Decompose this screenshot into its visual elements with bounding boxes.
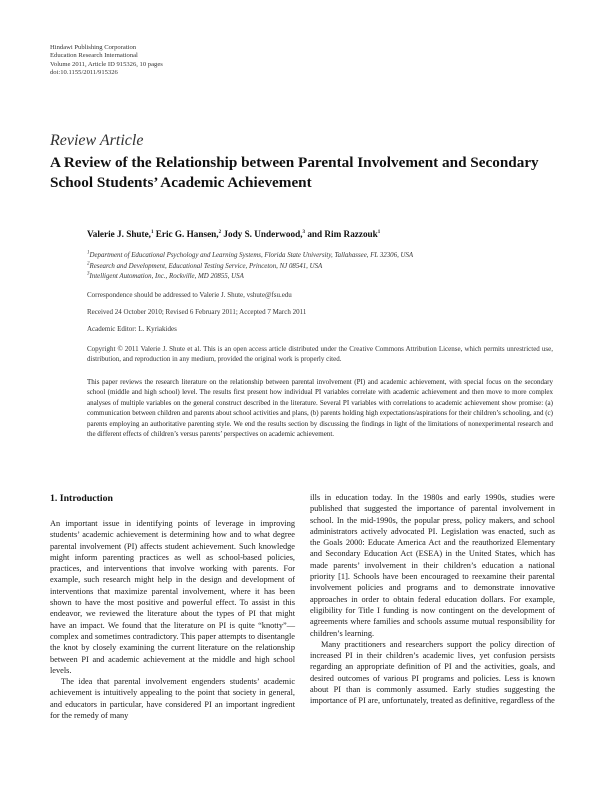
paragraph: The idea that parental involvement engenders students’ academic achievement is intuitively appealing to the point that society in general, and educators in particular, have considered PI an important ingredient for the remedy of many [50, 677, 295, 721]
paragraph: An important issue in identifying points of leverage in improving students’ academic achievement is determining how and to what degree parental involvement (PI) affects student achievement. Such knowledge might inform parenting practices as well as school-based policies, practices, and interventions that involve working with parents. For example, such research might help in the design and development of interventions that maximize parental involvement, where it has been shown to have the most positive and powerful effect. To assist in this endeavor, we reviewed the literature about the types of PI that might have an impact. We found that the literature on PI is quite “knotty”—complex and sometimes contradictory. This paper attempts to disentangle the knot by closely examining the current literature on the relationship between PI and academic achievement at the middle and high school levels. [50, 519, 295, 675]
publisher-name: Hindawi Publishing Corporation [50, 44, 137, 51]
article-dates: Received 24 October 2010; Revised 6 February 2011; Accepted 7 March 2011 [87, 308, 307, 316]
journal-name: Education Research International [50, 52, 138, 60]
doi: doi:10.1155/2011/915326 [50, 69, 118, 77]
affiliation-3: $^3$Intelligent Automation, Inc., Rockville, MD 20855, USA [87, 271, 244, 281]
author-4: and Rim Razzouk$^1$ [307, 229, 381, 239]
body-column-left [50, 518, 295, 721]
article-type: Review Article [50, 132, 144, 149]
body-column-right [310, 492, 555, 707]
section-heading: 1. Introduction [50, 493, 113, 504]
author-3: Jody S. Underwood,$^3$ [223, 229, 306, 239]
affiliations [87, 251, 553, 283]
abstract: This paper reviews the research literature on the relationship between parental involvement (PI) and academic achievement, with special focus on the secondary school (middle and high school) level. The results first present how individual PI variables correlate with academic achievement and then move to more complex analyses of multiple variables on the general construct described in the literature. Several PI variables with correlations to academic achievement show promise: (a) communication between children and parents about school activities and plans, (b) parents holding high expectations/aspirations for their children’s schooling, and (c) parents employing an authoritative parenting style. We end the results section by discussing the findings in light of the limitations of nonexperimental research and the different effects of children’s versus parents’ perspectives on academic achievement. [87, 378, 553, 439]
affiliation-2: $^2$Research and Development, Educational Testing Service, Princeton, NJ 08541, USA [87, 261, 323, 270]
correspondence: Correspondence should be addressed to Valerie J. Shute, vshute@fsu.edu [87, 291, 292, 299]
publication-info [50, 44, 163, 78]
author-list [87, 229, 553, 239]
copyright-notice: Copyright © 2011 Valerie J. Shute et al. This is an open access article distributed under the Creative Commons Attribution License, which permits unrestricted use, distribution, and reproduction in any medium, provided the original work is properly cited. [87, 345, 553, 363]
paragraph: ills in education today. In the 1980s and early 1990s, studies were published that suggested the importance of parental involvement in school. In the mid-1990s, the popular press, policy makers, and school administrators actively advocated PI. Legislation was enacted, such as the Goals 2000: Educate America Act and the reauthorized Elementary and Secondary Education Act (ESEA) in the United States, which has made parents’ involvement in their children’s education a national priority [1]. Schools have been encouraged to reexamine their parental involvement policies and programs and to demonstrate innovative approaches in order to obtain federal education dollars. For example, eligibility for Title I funding is now contingent on the development of agreements where families and schools assume mutual responsibility for children’s learning. [310, 493, 555, 638]
volume-info: Volume 2011, Article ID 915326, 10 pages [50, 60, 163, 68]
author-1: Valerie J. Shute,$^1$ [87, 229, 154, 239]
paper-title: A Review of the Relationship between Parental Involvement and Secondary School Students’ Academic Achievement [50, 154, 539, 191]
author-2: Eric G. Hansen,$^2$ [155, 229, 222, 239]
academic-editor: Academic Editor: L. Kyriakides [87, 325, 177, 333]
affiliation-1: $^1$Department of Educational Psychology and Learning Systems, Florida State University, Tallahassee, FL 32306, USA [87, 250, 414, 259]
paragraph: Many practitioners and researchers support the policy direction of increased PI in their children’s academic lives, yet confusion persists regarding an appropriate definition of PI and the activities, goals, and desired outcomes of various PI programs and policies. Less is known about PI than is commonly assumed. Early studies suggesting the importance of PI are, unfortunately, treated as definitive, regardless of the [310, 639, 555, 706]
